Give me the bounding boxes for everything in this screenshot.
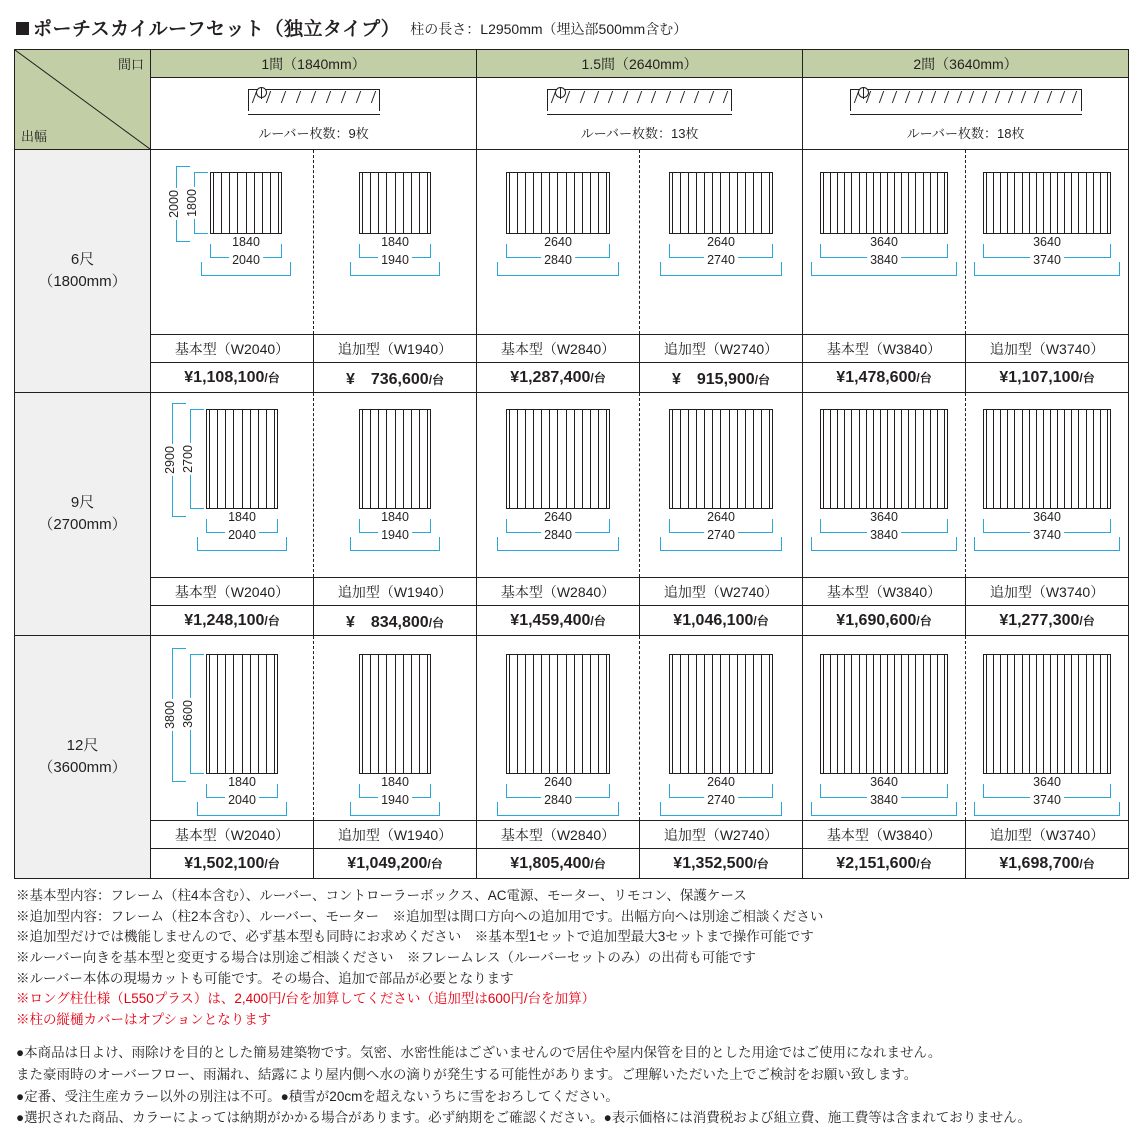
price-value: ¥1,690,600 — [836, 611, 917, 629]
width-dimension-outer: 3840 — [811, 802, 957, 816]
note-line-alert: ※柱の縦樋カバーはオプションとなります — [16, 1011, 272, 1027]
drawing-cell — [477, 636, 640, 821]
row-label-9shaku — [15, 393, 151, 636]
depth-dimension-inner: 3600 — [190, 654, 204, 774]
price-value: ¥1,107,100 — [999, 368, 1080, 386]
louver-panel-diagram — [506, 654, 610, 774]
type-label: 基本型（W2040） — [151, 335, 314, 363]
price-unit: /台 — [590, 613, 606, 628]
drawing-cell — [966, 636, 1129, 821]
louver-diagram-2ken — [850, 85, 1082, 119]
louver-panel-diagram — [210, 172, 282, 234]
louver-panel-diagram — [359, 172, 431, 234]
type-label: 追加型（W3740） — [966, 335, 1129, 363]
type-label: 追加型（W3740） — [966, 821, 1129, 849]
price-value: ¥1,478,600 — [836, 368, 917, 386]
depth-dimension-outer: 2900 — [172, 403, 186, 517]
table-row-types — [15, 821, 1129, 849]
width-dimension-outer: 3840 — [811, 262, 957, 276]
depth-dimension-outer: 3800 — [172, 648, 186, 782]
title-text: ポーチスカイルーフセット（独立タイプ） — [33, 19, 401, 40]
price-unit: /台 — [590, 370, 606, 385]
louver-diagram-1_5ken — [547, 85, 732, 119]
table-row — [15, 636, 1129, 821]
row-label-mm: （1800mm） — [38, 273, 127, 290]
price-unit: /台 — [428, 616, 445, 630]
louver-panel-diagram — [983, 172, 1111, 234]
louver-panel-diagram — [206, 409, 278, 509]
drawing-cell — [966, 393, 1129, 578]
price-value: ¥1,352,500 — [673, 854, 754, 872]
type-label: 基本型（W2040） — [151, 578, 314, 606]
louver-knob-icon — [858, 87, 869, 98]
type-label: 追加型（W1940） — [314, 821, 477, 849]
width-dimension-inner: 2640 — [506, 519, 610, 533]
type-label: 基本型（W2040） — [151, 821, 314, 849]
price-value: ¥1,248,100 — [184, 611, 265, 629]
price-value: ¥1,277,300 — [999, 611, 1080, 629]
louver-panel-diagram — [669, 409, 773, 509]
price-cell — [803, 849, 966, 879]
price-unit: /台 — [916, 370, 932, 385]
col-header-1ken: 1間（1840mm） — [151, 50, 477, 78]
price-cell — [314, 363, 477, 393]
width-dimension-outer: 2040 — [197, 537, 287, 551]
price-value: ¥1,698,700 — [999, 854, 1080, 872]
price-cell — [803, 363, 966, 393]
width-dimension-outer: 2740 — [660, 802, 782, 816]
table-row-types — [15, 578, 1129, 606]
type-label: 基本型（W3840） — [803, 335, 966, 363]
drawing-cell — [803, 150, 966, 335]
table-row — [15, 150, 1129, 335]
drawing-cell — [640, 393, 803, 578]
price-cell — [151, 849, 314, 879]
bullet-square-icon — [16, 22, 29, 35]
type-label: 追加型（W3740） — [966, 578, 1129, 606]
drawing-cell — [151, 393, 314, 578]
price-value: ¥2,151,600 — [836, 854, 917, 872]
note-line: ※追加型内容：フレーム（柱2本含む）、ルーバー、モーター ※追加型は間口方向への追加用です。出幅方向へは別途ご相談ください — [16, 908, 824, 924]
width-dimension-inner: 3640 — [820, 519, 948, 533]
width-dimension-inner: 2640 — [669, 244, 773, 258]
width-dimension-inner: 3640 — [983, 244, 1111, 258]
price-value: ¥1,459,400 — [510, 611, 591, 629]
type-label: 追加型（W1940） — [314, 335, 477, 363]
price-cell — [314, 849, 477, 879]
type-label: 追加型（W1940） — [314, 578, 477, 606]
drawing-cell — [314, 150, 477, 335]
width-dimension-outer: 1940 — [350, 802, 440, 816]
footnote-line: また豪雨時のオーバーフロー、雨漏れ、結露により屋内側へ水の滴りが発生する可能性があります。ご理解いただいた上でご検討をお願い致します。 — [16, 1067, 918, 1083]
louver-schematic-row — [15, 78, 1129, 150]
price-unit: /台 — [428, 373, 445, 387]
type-label: 基本型（W3840） — [803, 821, 966, 849]
price-value: ¥1,046,100 — [673, 611, 754, 629]
price-unit: /台 — [753, 856, 769, 871]
price-value: ¥ 915,900 — [671, 371, 755, 388]
width-dimension-outer: 2740 — [660, 262, 782, 276]
louver-knob-icon — [256, 87, 267, 98]
price-cell — [803, 606, 966, 636]
note-line-alert: ※ロング柱仕様（L550プラス）は、2,400円/台を加算してください（追加型は600円/台を加算） — [16, 991, 596, 1007]
row-label-6shaku — [15, 150, 151, 393]
drawing-cell — [803, 393, 966, 578]
depth-dimension-outer: 2000 — [176, 166, 190, 242]
louver-cell-1ken — [151, 78, 477, 150]
width-dimension-outer: 1940 — [350, 537, 440, 551]
drawing-cell — [477, 393, 640, 578]
louver-panel-diagram — [820, 654, 948, 774]
width-dimension-inner: 1840 — [206, 519, 278, 533]
price-cell — [151, 606, 314, 636]
table-row-types — [15, 335, 1129, 363]
type-label: 追加型（W2740） — [640, 335, 803, 363]
width-dimension-outer: 2740 — [660, 537, 782, 551]
width-dimension-outer: 2840 — [497, 262, 619, 276]
row-label-12shaku — [15, 636, 151, 879]
notes-block — [16, 886, 1128, 1030]
type-label: 基本型（W2840） — [477, 821, 640, 849]
width-dimension-inner: 1840 — [359, 244, 431, 258]
width-dimension-outer: 2840 — [497, 802, 619, 816]
price-unit: /台 — [753, 613, 769, 628]
width-dimension-outer: 3740 — [974, 802, 1120, 816]
louver-panel-diagram — [820, 172, 948, 234]
row-label-mm: （2700mm） — [38, 516, 127, 533]
depth-dimension-inner: 2700 — [190, 409, 204, 509]
width-dimension-outer: 3740 — [974, 262, 1120, 276]
footnote-line: ●選択された商品、カラーによっては納期がかかる場合があります。必ず納期をご確認ください。●表示価格には消費税および組立費、施工費等は含まれておりません。 — [16, 1110, 1032, 1126]
louver-diagram-1ken — [248, 85, 380, 119]
width-dimension-inner: 1840 — [359, 784, 431, 798]
price-table — [14, 49, 1129, 879]
col-header-2ken: 2間（3640mm） — [803, 50, 1129, 78]
price-cell — [640, 606, 803, 636]
price-value: ¥1,287,400 — [510, 368, 591, 386]
price-cell — [966, 606, 1129, 636]
width-dimension-inner: 1840 — [359, 519, 431, 533]
width-dimension-inner: 3640 — [820, 784, 948, 798]
price-unit: /台 — [264, 613, 280, 628]
width-dimension-outer: 1940 — [350, 262, 440, 276]
price-cell — [477, 606, 640, 636]
price-unit: /台 — [916, 856, 932, 871]
price-unit: /台 — [916, 613, 932, 628]
drawing-cell — [640, 636, 803, 821]
price-unit: /台 — [1079, 370, 1095, 385]
table-row-prices — [15, 363, 1129, 393]
price-unit: /台 — [264, 370, 280, 385]
width-dimension-outer: 2840 — [497, 537, 619, 551]
drawing-cell — [151, 636, 314, 821]
price-cell — [966, 849, 1129, 879]
type-label: 基本型（W2840） — [477, 335, 640, 363]
drawing-cell — [477, 150, 640, 335]
note-line: ※ルーバー本体の現場カットも可能です。その場合、追加で部品が必要となります — [16, 970, 514, 986]
price-unit: /台 — [427, 856, 443, 871]
drawing-cell — [966, 150, 1129, 335]
price-value: ¥1,502,100 — [184, 854, 265, 872]
width-dimension-inner: 3640 — [983, 519, 1111, 533]
row-label-shaku: 12尺 — [66, 737, 99, 755]
width-dimension-inner: 2640 — [506, 784, 610, 798]
louver-panel-diagram — [359, 654, 431, 774]
price-unit: /台 — [264, 856, 280, 871]
price-unit: /台 — [590, 856, 606, 871]
type-label: 追加型（W2740） — [640, 578, 803, 606]
price-unit: /台 — [1079, 856, 1095, 871]
price-cell — [314, 606, 477, 636]
price-unit: /台 — [754, 373, 771, 387]
price-unit: /台 — [1079, 613, 1095, 628]
page-title — [16, 14, 1130, 41]
note-line: ※基本型内容：フレーム（柱4本含む）、ルーバー、コントローラーボックス、AC電源、モーター、リモコン、保護ケース — [16, 888, 747, 903]
price-cell — [966, 363, 1129, 393]
type-label: 基本型（W3840） — [803, 578, 966, 606]
louver-count-1ken: ルーバー枚数：9枚 — [258, 126, 369, 141]
note-line: ※追加型だけでは機能しませんので、必ず基本型も同時にお求めください ※基本型1セットで追加型最大3セットまで操作可能です — [16, 929, 814, 945]
price-cell — [640, 363, 803, 393]
louver-knob-icon — [555, 87, 566, 98]
footnote-line: ●定番、受注生産カラー以外の別注は不可。●積雪が20cmを超えないうちに雪をおろしてください。 — [16, 1088, 619, 1104]
row-label-shaku: 9尺 — [70, 494, 95, 512]
width-dimension-inner: 3640 — [983, 784, 1111, 798]
label-maguchi: 間口 — [117, 57, 144, 72]
price-value: ¥1,805,400 — [510, 854, 591, 872]
footnotes-block — [16, 1042, 1128, 1128]
type-label: 追加型（W2740） — [640, 821, 803, 849]
note-line: ※ルーバー向きを基本型と変更する場合は別途ご相談ください ※フレームレス（ルーバーセットのみ）の出荷も可能です — [16, 949, 756, 965]
price-cell — [640, 849, 803, 879]
louver-panel-diagram — [206, 654, 278, 774]
drawing-cell — [640, 150, 803, 335]
drawing-cell — [151, 150, 314, 335]
width-dimension-inner: 2640 — [669, 519, 773, 533]
price-value: ¥ 834,800 — [345, 614, 429, 631]
drawing-cell — [314, 636, 477, 821]
price-cell — [477, 363, 640, 393]
drawing-cell — [803, 636, 966, 821]
louver-count-1_5ken: ルーバー枚数：13枚 — [580, 126, 699, 141]
louver-panel-diagram — [506, 409, 610, 509]
width-dimension-inner: 3640 — [820, 244, 948, 258]
price-value: ¥1,108,100 — [184, 368, 265, 386]
table-row-prices — [15, 849, 1129, 879]
width-dimension-inner: 2640 — [506, 244, 610, 258]
louver-panel-diagram — [506, 172, 610, 234]
depth-dimension-inner: 1800 — [194, 172, 208, 234]
price-value: ¥1,049,200 — [347, 854, 428, 872]
footnote-line: ●本商品は日よけ、雨除けを目的とした簡易建築物です。気密、水密性能はございませんので居住や屋内保管を目的とした用途ではご使用になれません。 — [16, 1045, 942, 1061]
louver-cell-2ken — [803, 78, 1129, 150]
louver-panel-diagram — [669, 654, 773, 774]
label-dehaba: 出幅 — [21, 129, 48, 144]
table-row-prices — [15, 606, 1129, 636]
louver-panel-diagram — [359, 409, 431, 509]
width-dimension-outer: 3840 — [811, 537, 957, 551]
louver-cell-1_5ken — [477, 78, 803, 150]
table-header-row — [15, 50, 1129, 78]
price-value: ¥ 736,600 — [345, 371, 429, 388]
width-dimension-inner: 2640 — [669, 784, 773, 798]
louver-panel-diagram — [820, 409, 948, 509]
table-row — [15, 393, 1129, 578]
louver-panel-diagram — [983, 409, 1111, 509]
price-cell — [477, 849, 640, 879]
width-dimension-inner: 1840 — [206, 784, 278, 798]
drawing-cell — [314, 393, 477, 578]
col-header-1_5ken: 1.5間（2640mm） — [477, 50, 803, 78]
width-dimension-outer: 2040 — [197, 802, 287, 816]
louver-panel-diagram — [669, 172, 773, 234]
row-label-mm: （3600mm） — [38, 759, 127, 776]
type-label: 基本型（W2840） — [477, 578, 640, 606]
louver-panel-diagram — [983, 654, 1111, 774]
width-dimension-inner: 1840 — [210, 244, 282, 258]
corner-header-cell — [15, 50, 151, 150]
price-cell — [151, 363, 314, 393]
width-dimension-outer: 3740 — [974, 537, 1120, 551]
louver-count-2ken: ルーバー枚数：18枚 — [906, 126, 1025, 141]
row-label-shaku: 6尺 — [70, 251, 95, 269]
title-subtitle: 柱の長さ：L2950mm（埋込部500mm含む） — [410, 21, 688, 37]
width-dimension-outer: 2040 — [201, 262, 291, 276]
